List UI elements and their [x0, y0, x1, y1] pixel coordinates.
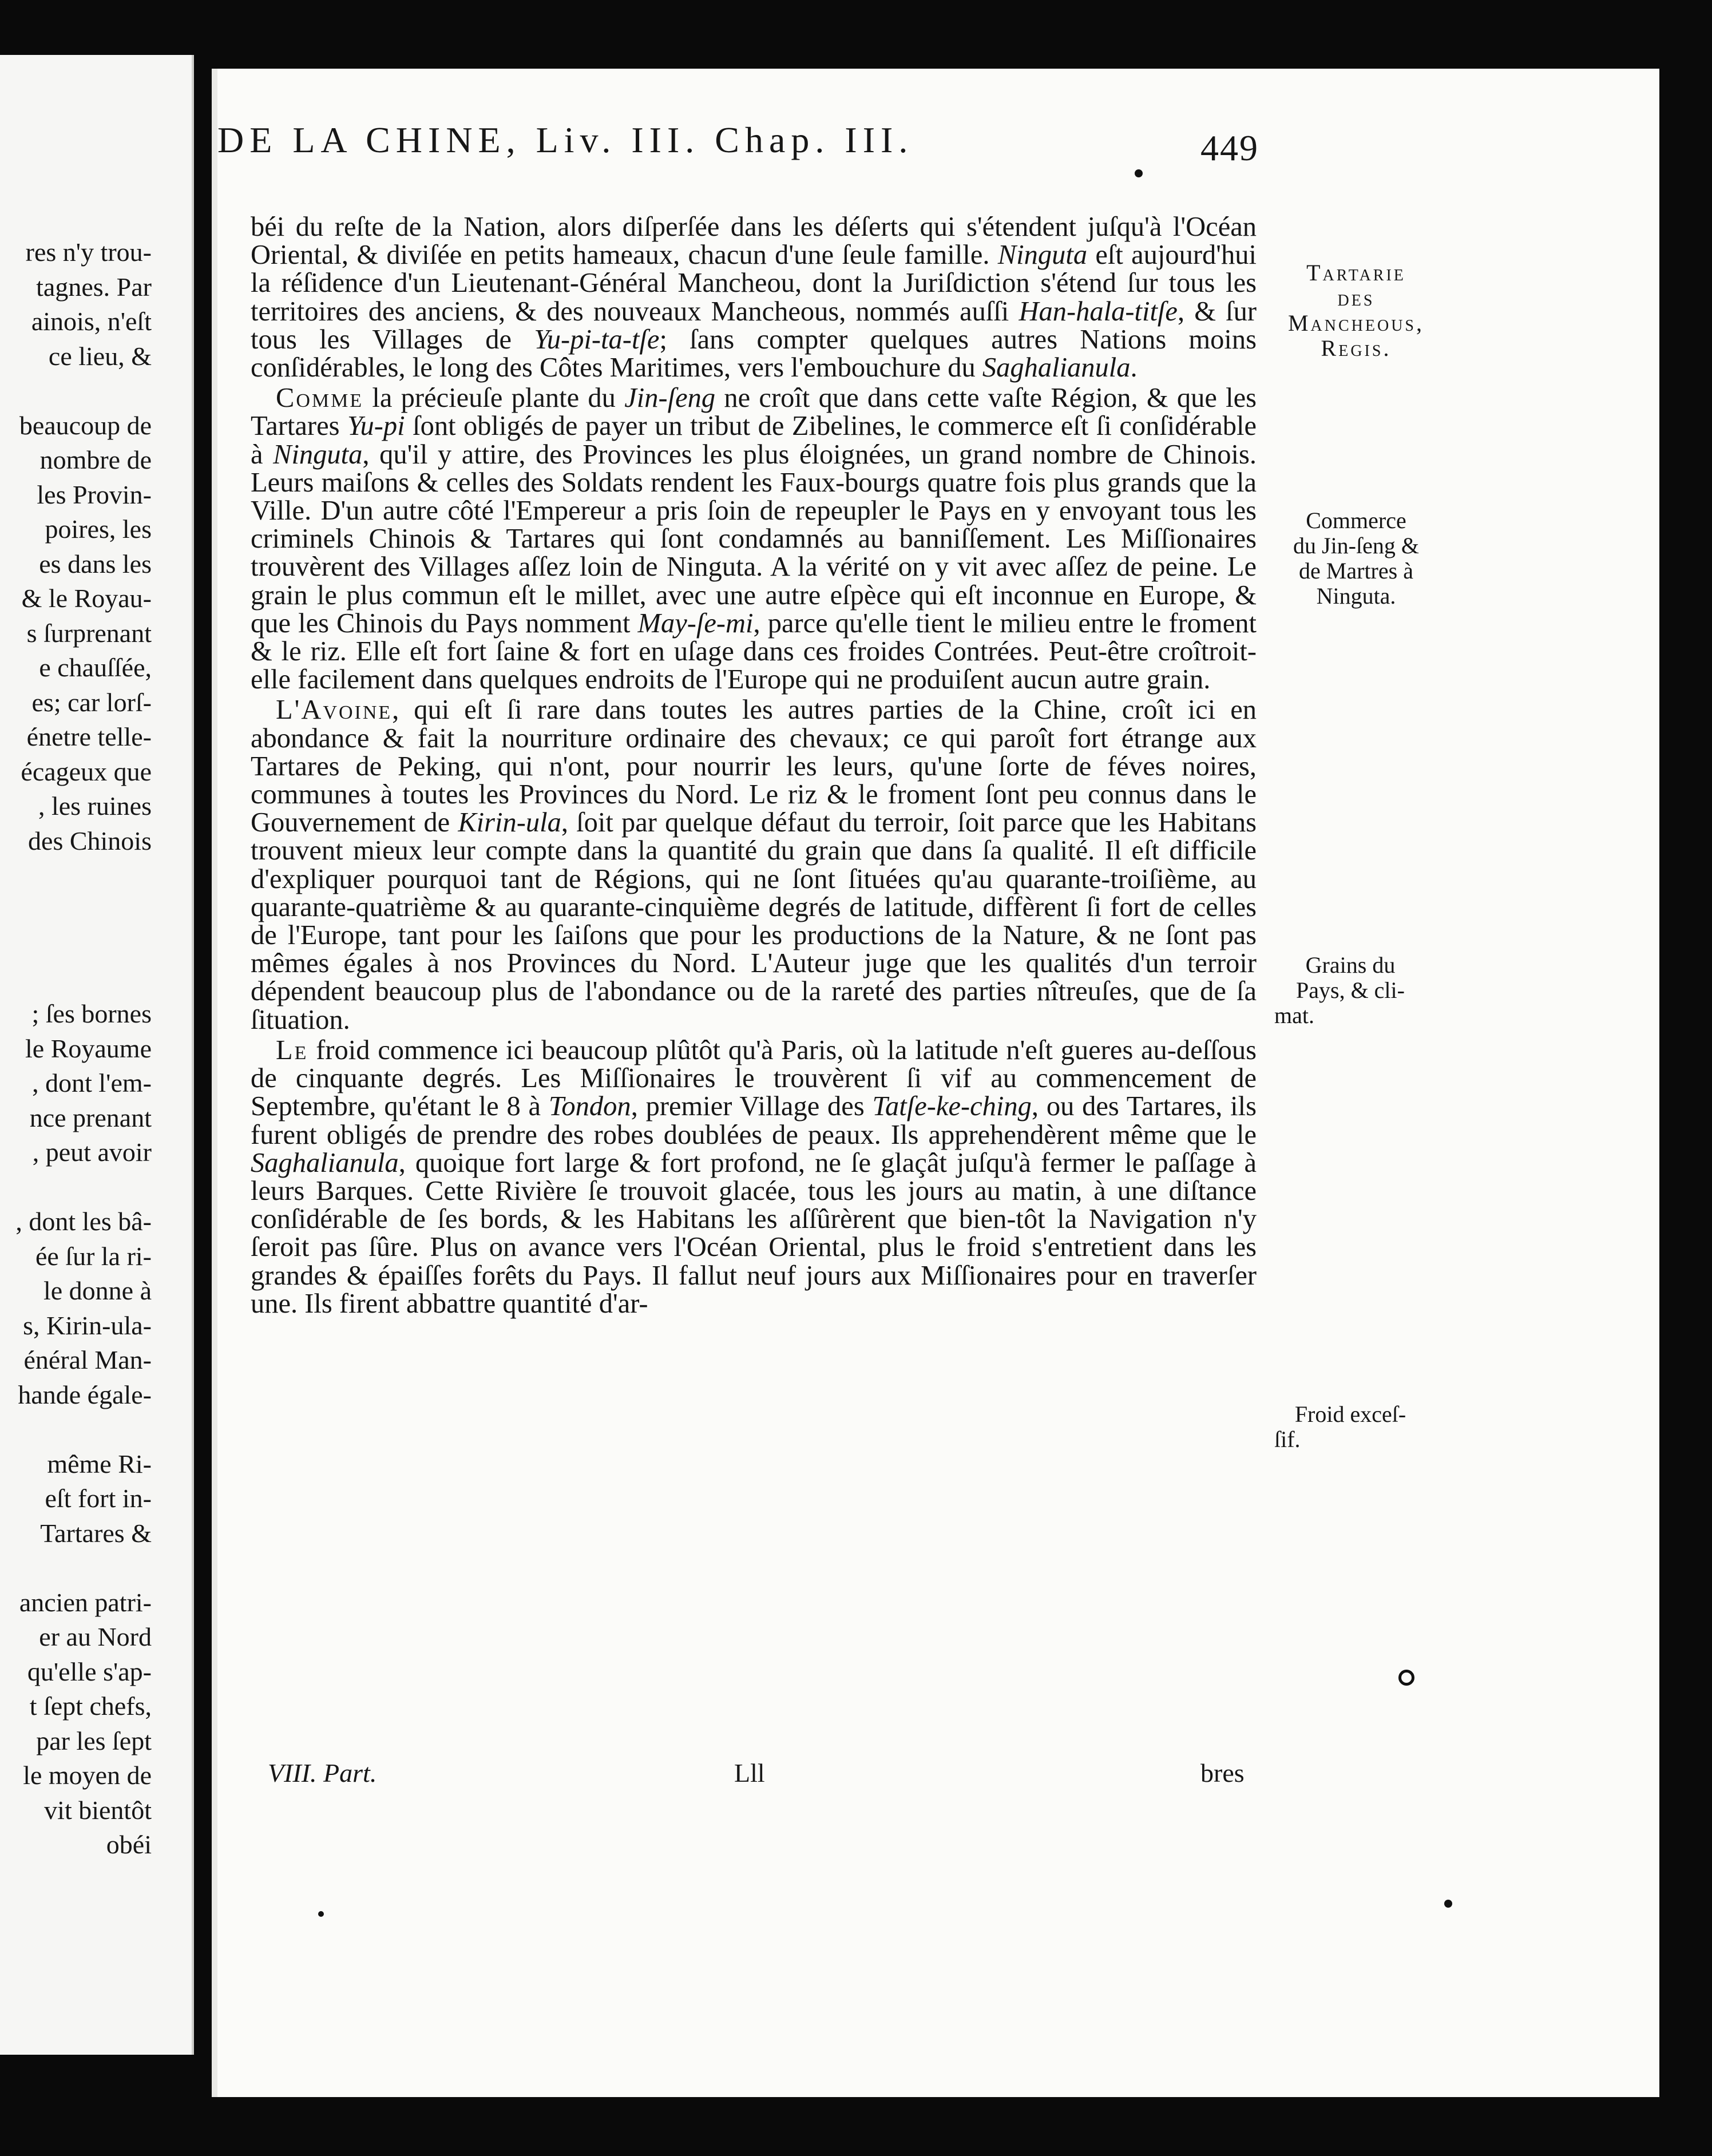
left-page-line: ée ſur la ri-	[35, 1241, 152, 1271]
left-page-line: poires, les	[45, 514, 152, 544]
margin-line: ſif.	[1274, 1426, 1301, 1452]
margin-note-commerce	[1273, 508, 1439, 609]
ink-speck	[1398, 1670, 1414, 1686]
ink-speck	[1444, 1900, 1452, 1908]
left-page-line: e chauſſée,	[39, 653, 152, 682]
margin-line: Tartarie	[1306, 260, 1406, 286]
left-page-line: écageux que	[21, 756, 152, 786]
volume-mark: VIII. Part.	[268, 1758, 377, 1788]
margin-line: Grains du	[1305, 952, 1396, 978]
main-text	[251, 213, 1257, 1318]
left-page-line: es; car lorſ-	[31, 687, 152, 717]
margin-line: Regis.	[1321, 335, 1392, 361]
left-page-line: qu'elle s'ap-	[27, 1656, 152, 1686]
left-page-line: beaucoup de	[19, 410, 152, 440]
left-page-line: , dont les bâ-	[15, 1207, 152, 1236]
left-page-line: le moyen de	[23, 1761, 152, 1790]
left-page-line: res n'y trou-	[25, 237, 152, 267]
ink-speck	[1135, 169, 1143, 177]
left-page-line: & le Royau-	[21, 584, 152, 613]
left-page-line: , dont l'em-	[32, 1068, 152, 1097]
margin-line: du Jin-ſeng &	[1293, 533, 1419, 558]
left-page-line: énetre telle-	[26, 722, 152, 751]
left-page-line: ce lieu, &	[48, 341, 152, 371]
left-page-line: énéral Man-	[23, 1345, 152, 1374]
left-page-line: même Ri-	[47, 1449, 152, 1479]
margin-line: Froid exceſ-	[1294, 1401, 1406, 1427]
previous-page-fragment	[0, 55, 194, 2055]
left-page-line: , les ruines	[38, 791, 152, 821]
margin-line: Mancheous,	[1287, 310, 1425, 336]
margin-line: des	[1337, 285, 1375, 311]
left-page-line: s, Kirin-ula-	[23, 1310, 152, 1340]
left-page-line: Tartares &	[40, 1518, 152, 1548]
left-page-line: , peut avoir	[32, 1138, 152, 1167]
left-page-line: le Royaume	[25, 1033, 152, 1063]
signature-mark: Lll	[734, 1758, 765, 1788]
left-page-line: nce prenant	[29, 1103, 152, 1132]
margin-line: Ninguta.	[1316, 583, 1396, 609]
left-page-line: t ſept chefs,	[29, 1691, 152, 1721]
margin-line: mat.	[1274, 1002, 1314, 1028]
paragraph-4: Le froid commence ici beaucoup plûtôt qu'à Paris, où la latitude n'eſt gueres au-deſſous de cinquante degrés. Les Miſſionaires le trouvèrent ſi vif au commencement de Septembre, qu'étant le 8 à Tondon, premier Village des Tatſe-ke-ching, ou des Tartares, ils furent obligés de prendre des robes doublées de peaux. Ils apprehendèrent même que le Saghalianula, quoique fort large & fort profond, ne ſe glaçât juſqu'à fermer le paſſage à leurs Barques. Cette Rivière ſe trouvoit glacée, tous les jours au matin, à une diſtance conſidérable de ſes bords, & les Habitans les aſſûrèrent que bien-tôt la Navigation n'y ſeroit pas ſûre. Plus on avance vers l'Océan Oriental, plus le froid s'entretient dans les grandes & épaiſſes forêts du Pays. Il fallut neuf jours aux Miſſionaires pour en traverſer une. Ils firent abbattre quantité d'ar-	[251, 1035, 1257, 1319]
ink-speck	[318, 1911, 324, 1917]
paragraph-1: béi du reſte de la Nation, alors diſperſée dans les déſerts qui s'étendent juſqu'à l'Océan Oriental, & diviſée en petits hameaux, chacun d'une ſeule famille. Ninguta eſt aujourd'hui la réſidence d'un Lieutenant-Général Mancheou, dont la Juriſdiction s'étend ſur tous les territoires des anciens, & des nouveaux Mancheous, nommés auſſi Han-hala-titſe, & ſur tous les Villages de Yu-pi-ta-tſe; ſans compter quelques autres Nations moins conſidérables, le long des Côtes Maritimes, vers l'embouchure du Saghalianula.	[251, 212, 1257, 383]
left-page-line: er au Nord	[39, 1622, 152, 1651]
left-page-line: eſt fort in-	[45, 1484, 152, 1513]
left-page-line: les Provin-	[37, 479, 152, 509]
margin-note-froid	[1267, 1402, 1433, 1452]
left-page-line: des Chinois	[28, 826, 152, 855]
left-page-line: obéi	[106, 1830, 152, 1859]
left-page-line: ainois, n'eſt	[31, 307, 152, 336]
margin-line: Pays, & cli-	[1296, 977, 1405, 1003]
left-page-line: vit bientôt	[44, 1795, 152, 1825]
paragraph-2: Comme la précieuſe plante du Jin-ſeng ne croît que dans cette vaſte Région, & que les Tartares Yu-pi ſont obligés de payer un tribut de Zibelines, le commerce eſt ſi conſidérable à Ninguta, qu'il y attire, des Provinces les plus éloignées, un grand nombre de Chinois. Leurs maiſons & celles des Soldats rendent les Faux-bourgs quatre fois plus grands que la Ville. D'un autre côté l'Empereur a pris ſoin de repeupler le Pays en y envoyant tous les criminels Chinois & Tartares qui ſont condamnés au banniſſement. Les Miſſionaires trouvèrent des Villages aſſez loin de Ninguta. A la vérité on y vit avec aſſez de peine. Le grain le plus commun eſt le millet, avec une autre eſpèce qui eſt inconnue en Europe, & que les Chinois du Pays nomment May-ſe-mi, parce qu'elle tient le milieu entre le froment & le riz. Elle eſt fort ſaine & fort en uſage dans ces froides Contrées. Peut-être croîtroit-elle facilement dans quelques endroits de l'Europe qui ne produiſent aucun autre grain.	[251, 383, 1257, 695]
page-number: 449	[1200, 128, 1259, 168]
margin-note-tartarie	[1273, 260, 1439, 361]
left-page-line: le donne à	[43, 1276, 152, 1305]
paragraph-3: L'Avoine, qui eſt ſi rare dans toutes les autres parties de la Chine, croît ici en abondance & fait la nourriture ordinaire des chevaux; ce qui paroît fort étrange aux Tartares de Peking, qui n'ont, pour nourrir les leurs, qu'une ſorte de féves noires, communes à toutes les Provinces du Nord. Le riz & le froment ſont peu connus dans le Gouvernement de Kirin-ula, ſoit par quelque défaut du terroir, ſoit parce que les Habitans trouvent mieux leur compte dans la quantité du grain que dans ſa qualité. Il eſt difficile d'expliquer pourquoi tant de Régions, qui ne ſont ſituées qu'au quarante-troiſième, au quarante-quatrième & au quarante-cinquième degrés de latitude, diffèrent ſi fort de celles de l'Europe, tant pour les ſaiſons que pour les productions de la Nature, & ne ſont pas mêmes égales à nos Provinces du Nord. L'Auteur juge que les qualités d'un terroir dépendent beaucoup plus de l'abondance ou de la rareté des parties nîtreuſes, que de ſa ſituation.	[251, 695, 1257, 1035]
left-page-line: ancien patri-	[19, 1587, 152, 1617]
left-page-line: hande égale-	[18, 1380, 152, 1409]
catchword: bres	[1200, 1758, 1245, 1788]
margin-line: Commerce	[1306, 508, 1406, 533]
left-page-line: es dans les	[39, 549, 152, 578]
margin-note-grains	[1267, 953, 1433, 1028]
left-page-line: ; ſes bornes	[31, 999, 152, 1028]
left-page-line: par les ſept	[36, 1726, 152, 1755]
running-head: DE LA CHINE, Liv. III. Chap. III.	[217, 120, 914, 160]
margin-line: de Martres à	[1299, 558, 1413, 584]
left-page-line: s ſurprenant	[26, 618, 152, 648]
left-page-line: tagnes. Par	[36, 272, 152, 302]
left-page-line: nombre de	[39, 445, 152, 474]
